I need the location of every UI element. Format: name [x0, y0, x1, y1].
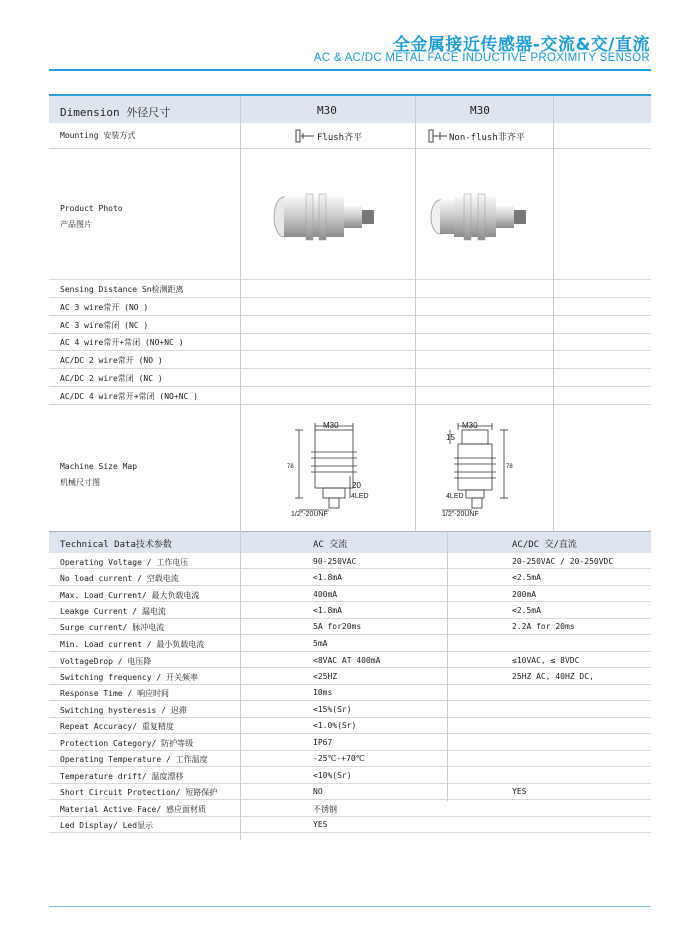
tech-row-label: No load current / 空载电流: [60, 574, 179, 583]
page-title-cn: 全金属接近传感器-交流&交/直流: [392, 35, 650, 55]
tech-row-ac: -25℃-+70℃: [313, 754, 365, 763]
tech-row-ac: 10ms: [313, 688, 333, 697]
tech-row-label: Operating Voltage / 工作电压: [60, 558, 189, 567]
output-row-label: AC/DC 2 wire常开 (NO ): [60, 356, 163, 365]
tech-row-acdc: <2.5mA: [512, 573, 541, 582]
output-row-label: AC 3 wire常闭 (NC ): [60, 321, 149, 330]
tech-row-ac: 不锈钢: [313, 805, 337, 814]
grid-column-divider: [415, 96, 416, 531]
drawing-a-diameter: M30: [323, 421, 339, 430]
tech-row-label: Protection Category/ 防护等级: [60, 739, 194, 748]
drawing-b-thread: 1/2"-20UNF: [442, 511, 479, 518]
tech-row-label: Led Display/ Led显示: [60, 821, 154, 830]
flush-icon: [295, 128, 315, 147]
dimension-label: Dimension 外径尺寸: [60, 106, 171, 119]
drawing-a-thread: 1/2"-20UNF: [291, 511, 328, 518]
tech-row-acdc: 25HZ AC, 40HZ DC,: [512, 672, 594, 681]
tech-row-ac: 5A for20ms: [313, 622, 362, 631]
tech-row-label: Response Time / 响应时间: [60, 689, 170, 698]
dimension-drawing-flush: [285, 418, 385, 527]
tech-row-ac: YES: [313, 820, 328, 829]
tech-col-acdc: AC/DC 交/直流: [512, 540, 577, 550]
header-divider: [49, 69, 651, 71]
tech-row-label: Operating Temperature / 工作温度: [60, 755, 208, 764]
mounting-a: Flush齐平: [317, 133, 363, 143]
product-photo-flush: [272, 190, 382, 254]
drawing-b-led: 4LED: [446, 493, 464, 500]
tech-row-label: Switching hysteresis / 迟滞: [60, 706, 187, 715]
tech-row-label: Material Active Face/ 感应面材质: [60, 805, 206, 814]
tech-row-ac: <15%(Sr): [313, 705, 352, 714]
footer-rule: [49, 906, 651, 907]
output-row-label: AC 3 wire常开 (NO ): [60, 303, 149, 312]
tech-row-label: Max. Load Current/ 最大负载电流: [60, 591, 200, 600]
tech-row-label: Temperature drift/ 温度漂移: [60, 772, 184, 781]
drawing-a-led: 4LED: [351, 493, 369, 500]
mounting-b: Non-flush非齐平: [449, 133, 525, 143]
nonflush-icon: [428, 128, 448, 147]
drawing-b-top-len: 15: [446, 433, 455, 442]
photo-label-en: Product Photo: [60, 204, 123, 213]
drawing-a-thread-len: 20: [352, 481, 361, 490]
tech-row-acdc: 20-250VAC / 20-250VDC: [512, 557, 614, 566]
output-row-label: Sensing Distance Sn检测距离: [60, 285, 184, 294]
tech-row-ac: <1.8mA: [313, 606, 342, 615]
col-b-size: M30: [470, 104, 490, 117]
tech-row-ac: 5mA: [313, 639, 328, 648]
page-title-en: AC & AC/DC METAL FACE INDUCTIVE PROXIMITY SENSOR: [313, 52, 650, 64]
tech-row-ac: <8VAC AT 400mA: [313, 656, 381, 665]
drawing-b-diameter: M30: [462, 421, 478, 430]
tech-row-ac: NO: [313, 787, 323, 796]
output-row-label: AC/DC 4 wire常开+常闭 (NO+NC ): [60, 392, 198, 401]
tech-row-label: Surge current/ 脉冲电流: [60, 623, 165, 632]
grid-column-divider: [240, 96, 241, 840]
tech-row-label: Short Circuit Protection/ 短路保护: [60, 788, 218, 797]
grid-column-divider: [447, 531, 448, 801]
tech-row-label: Repeat Accuracy/ 重复精度: [60, 722, 174, 731]
tech-row-ac: <1.0%(Sr): [313, 721, 357, 730]
output-row-label: AC 4 wire常开+常闭 (NO+NC ): [60, 338, 184, 347]
tech-row-ac: 90-250VAC: [313, 557, 357, 566]
product-photo-nonflush: [420, 190, 535, 254]
tech-title: Technical Data技术参数: [60, 540, 172, 550]
tech-row-label: Min. Load current / 最小负载电流: [60, 640, 205, 649]
drawing-a-length: 78: [287, 464, 294, 470]
map-label-en: Machine Size Map: [60, 462, 138, 471]
grid-column-divider: [553, 96, 554, 531]
drawing-b-length: 78: [506, 464, 513, 470]
col-a-size: M30: [317, 104, 337, 117]
mounting-label: Mounting 安装方式: [60, 131, 136, 140]
output-row-label: AC/DC 2 wire常闭 (NC ): [60, 374, 163, 383]
tech-row-acdc: 2.2A for 20ms: [512, 622, 575, 631]
tech-row-acdc: <2.5mA: [512, 606, 541, 615]
tech-row-ac: <25HZ: [313, 672, 338, 681]
dimension-drawing-nonflush: [440, 418, 540, 527]
tech-row-label: VoltageDrop / 电压降: [60, 657, 152, 666]
tech-row-acdc: ≤10VAC, ≤ 8VDC: [512, 656, 580, 665]
tech-row-ac: IP67: [313, 738, 333, 747]
tech-row-ac: <1.8mA: [313, 573, 342, 582]
tech-col-ac: AC 交流: [313, 540, 348, 550]
tech-row-ac: <10%(Sr): [313, 771, 352, 780]
tech-row-label: Switching frequency / 开关频率: [60, 673, 198, 682]
tech-row-label: Leakge Current / 漏电流: [60, 607, 166, 616]
map-label-cn: 机械尺寸图: [60, 478, 100, 487]
photo-label-cn: 产品图片: [60, 220, 92, 229]
tech-row-acdc: 200mA: [512, 590, 537, 599]
tech-row-acdc: YES: [512, 787, 527, 796]
tech-row-ac: 400mA: [313, 590, 338, 599]
